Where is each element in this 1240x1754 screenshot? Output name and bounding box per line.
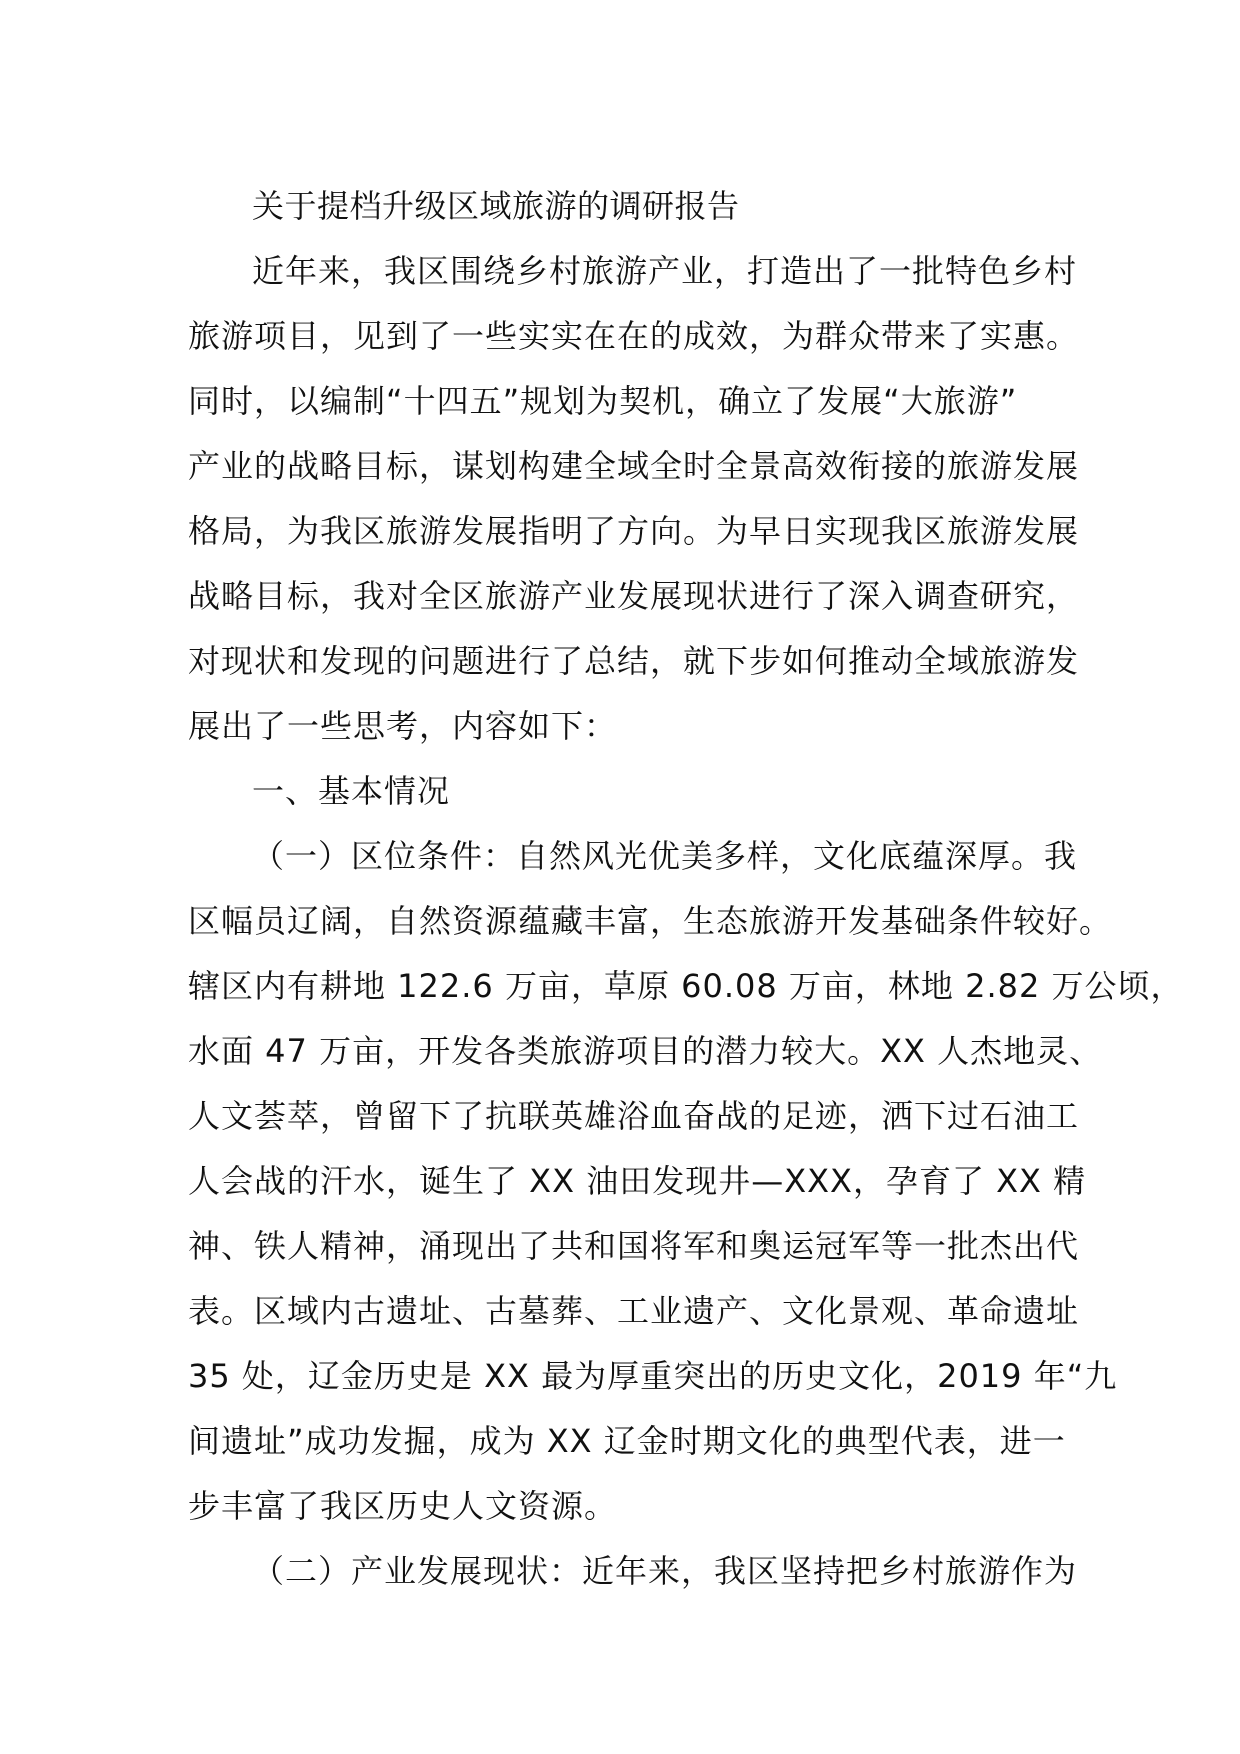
paragraph-line: 神、铁人精神，涌现出了共和国将军和奥运冠军等一批杰出代 — [188, 1227, 1080, 1265]
paragraph-line: 表。区域内古遗址、古墓葬、工业遗产、文化景观、革命遗址 — [188, 1292, 1080, 1330]
paragraph-line: 人会战的汗水，诞生了 XX 油田发现井—XXX，孕育了 XX 精 — [188, 1162, 1087, 1200]
paragraph-line: 区幅员辽阔，自然资源蕴藏丰富，生态旅游开发基础条件较好。 — [188, 902, 1113, 940]
paragraph-line: 产业的战略目标，谋划构建全域全时全景高效衔接的旅游发展 — [188, 447, 1080, 485]
section-heading: 一、基本情况 — [252, 772, 451, 810]
paragraph-line: 对现状和发现的问题进行了总结，就下步如何推动全域旅游发 — [188, 642, 1080, 680]
document-body — [188, 174, 1184, 1604]
paragraph-line: 人文荟萃，曾留下了抗联英雄浴血奋战的足迹，洒下过石油工 — [188, 1097, 1080, 1135]
paragraph-line: 近年来，我区围绕乡村旅游产业，打造出了一批特色乡村 — [252, 252, 1078, 290]
paragraph-line: 展出了一些思考，内容如下： — [188, 707, 618, 745]
document-title: 关于提档升级区域旅游的调研报告 — [252, 187, 740, 225]
paragraph-line: 战略目标，我对全区旅游产业发展现状进行了深入调查研究， — [188, 577, 1080, 615]
subsection-line: （二）产业发展现状：近年来，我区坚持把乡村旅游作为 — [252, 1552, 1078, 1590]
paragraph-line: 辖区内有耕地 122.6 万亩，草原 60.08 万亩，林地 2.82 万公顷， — [188, 967, 1184, 1005]
paragraph-line: 格局，为我区旅游发展指明了方向。为早日实现我区旅游发展 — [188, 512, 1080, 550]
paragraph-line: 旅游项目，见到了一些实实在在的成效，为群众带来了实惠。 — [188, 317, 1080, 355]
paragraph-line: 35 处，辽金历史是 XX 最为厚重突出的历史文化，2019 年“九 — [188, 1357, 1118, 1395]
paragraph-line: 水面 47 万亩，开发各类旅游项目的潜力较大。XX 人杰地灵、 — [188, 1032, 1103, 1070]
subsection-line: （一）区位条件：自然风光优美多样，文化底蕴深厚。我 — [252, 837, 1078, 875]
paragraph-line: 同时，以编制“十四五”规划为契机，确立了发展“大旅游” — [188, 382, 1018, 420]
paragraph-line: 步丰富了我区历史人文资源。 — [188, 1487, 618, 1525]
paragraph-line: 间遗址”成功发掘，成为 XX 辽金时期文化的典型代表，进一 — [188, 1422, 1066, 1460]
